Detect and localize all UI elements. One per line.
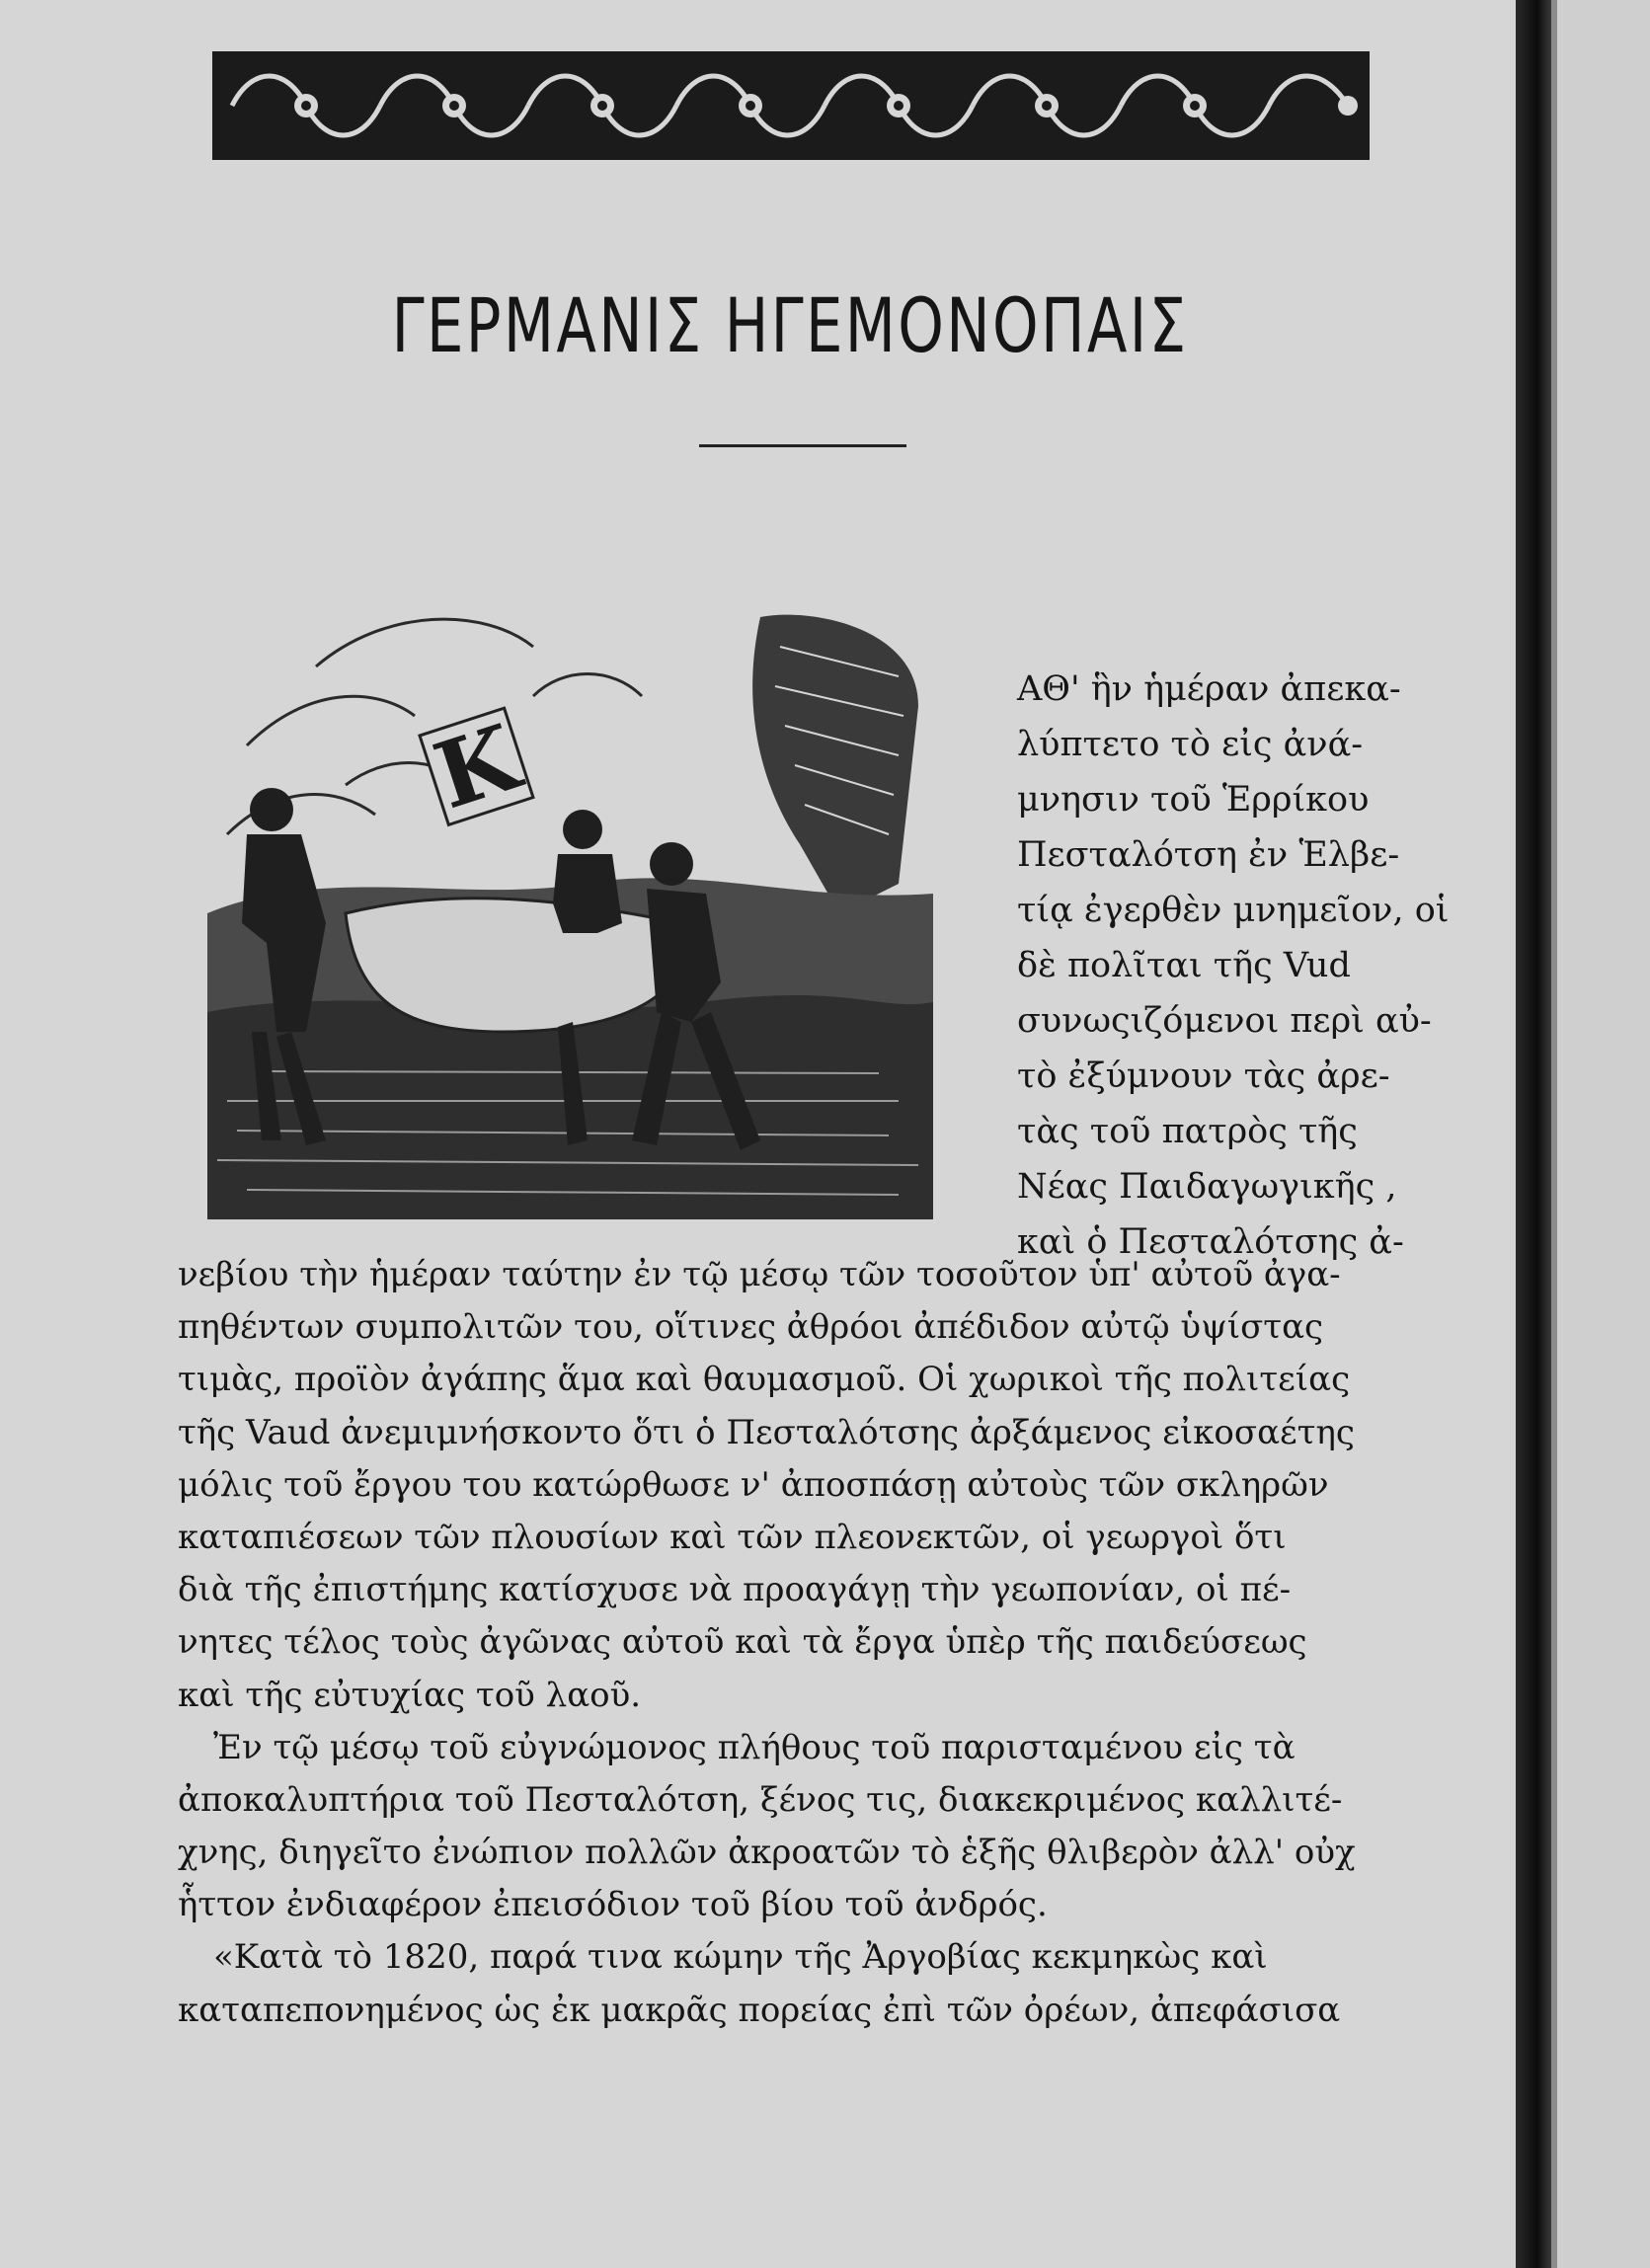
body-text <box>178 1249 1387 2037</box>
engraving-illustration <box>207 587 933 1219</box>
title-divider <box>699 444 906 447</box>
text-line: νεβίου τὴν ἡμέραν ταύτην ἐν τῷ μέσῳ τῶν τοσοῦτον ὑπ' αὐτοῦ ἀγα- <box>178 1255 1341 1294</box>
text-line: διὰ τῆς ἐπιστήμης κατίσχυσε νὰ προαγάγῃ τὴν γεωπονίαν, οἱ πέ- <box>178 1570 1292 1610</box>
first-paragraph-column <box>1017 662 1450 1270</box>
text-line: δὲ πολῖται τῆς Vud <box>1017 946 1351 985</box>
text-line: Πεσταλότση ἐν Ἑλβε- <box>1017 835 1400 875</box>
text-line: Νέας Παιδαγωγικῆς , <box>1017 1167 1397 1207</box>
text-line: τὸ ἐξύμνουν τὰς ἀρε- <box>1017 1056 1390 1096</box>
text-line: τιμὰς, προϊὸν ἀγάπης ἅμα καὶ θαυμασμοῦ. Οἱ χωρικοὶ τῆς πολιτείας <box>178 1360 1351 1400</box>
text-line: μνησιν τοῦ Ἑρρίκου <box>1017 780 1370 820</box>
text-line: «Κατὰ τὸ 1820, παρά τινα κώμην τῆς Ἀργοβίας κεκμηκὼς καὶ <box>213 1937 1268 1978</box>
text-line: καταπεπονημένος ὡς ἐκ μακρᾶς πορείας ἐπὶ τῶν ὀρέων, ἀπεφάσισα <box>178 1990 1341 2030</box>
text-line: τῆς Vaud ἀνεμιμνήσκοντο ὅτι ὁ Πεσταλότσης ἀρξάμενος εἰκοσαέτης <box>178 1412 1355 1452</box>
text-line: Ἐν τῷ μέσῳ τοῦ εὐγνώμονος πλήθους τοῦ παρισταμένου εἰς τὰ <box>213 1727 1296 1767</box>
text-line: πηθέντων συμπολιτῶν του, οἵτινες ἀθρόοι ἀπέδιδον αὐτῷ ὑψίστας <box>178 1307 1324 1348</box>
ornamental-border <box>212 51 1370 160</box>
page-title: ΓΕΡΜΑΝΙΣ ΗΓΕΜΟΝΟΠΑΙΣ <box>391 281 1189 369</box>
text-line: συνωςιζόμενοι περὶ αὐ- <box>1017 1001 1432 1041</box>
text-line: λύπτετο τὸ εἰς ἀνά- <box>1017 725 1364 764</box>
tree-shape <box>752 615 918 913</box>
text-line: μόλις τοῦ ἔργου του κατώρθωσε ν' ἀποσπάσῃ αὐτοὺς τῶν σκληρῶν <box>178 1464 1329 1505</box>
text-line: καταπιέσεων τῶν πλουσίων καὶ τῶν πλεονεκτῶν, οἱ γεωργοὶ ὅτι <box>178 1517 1287 1557</box>
book-spine <box>1516 0 1551 2268</box>
drop-cap-letter: Κ <box>422 704 531 830</box>
text-line: νητες τέλος τοὺς ἀγῶνας αὐτοῦ καὶ τὰ ἔργα ὑπὲρ τῆς παιδεύσεως <box>178 1622 1307 1663</box>
text-line: καὶ ὁ Πεσταλότσης ἀ- <box>1017 1222 1404 1262</box>
text-line: ἀποκαλυπτήρια τοῦ Πεσταλότση, ξένος τις, διακεκριμένος καλλιτέ- <box>178 1779 1343 1820</box>
text-line: καὶ τῆς εὐτυχίας τοῦ λαοῦ. <box>178 1675 642 1715</box>
text-line: τίᾳ ἐγερθὲν μνημεῖον, οἱ <box>1017 891 1450 930</box>
text-line: χνης, διηγεῖτο ἐνώπιον πολλῶν ἀκροατῶν τὸ ἑξῆς θλιβερὸν ἀλλ' οὐχ <box>178 1833 1356 1873</box>
text-line: ἧττον ἐνδιαφέρον ἐπεισόδιον τοῦ βίου τοῦ ἀνδρός. <box>178 1885 1048 1925</box>
text-line: τὰς τοῦ πατρὸς τῆς <box>1017 1112 1358 1151</box>
text-line: ΑΘ' ἣν ἡμέραν ἀπεκα- <box>1017 669 1401 709</box>
adjacent-page-edge <box>1551 0 1650 2268</box>
